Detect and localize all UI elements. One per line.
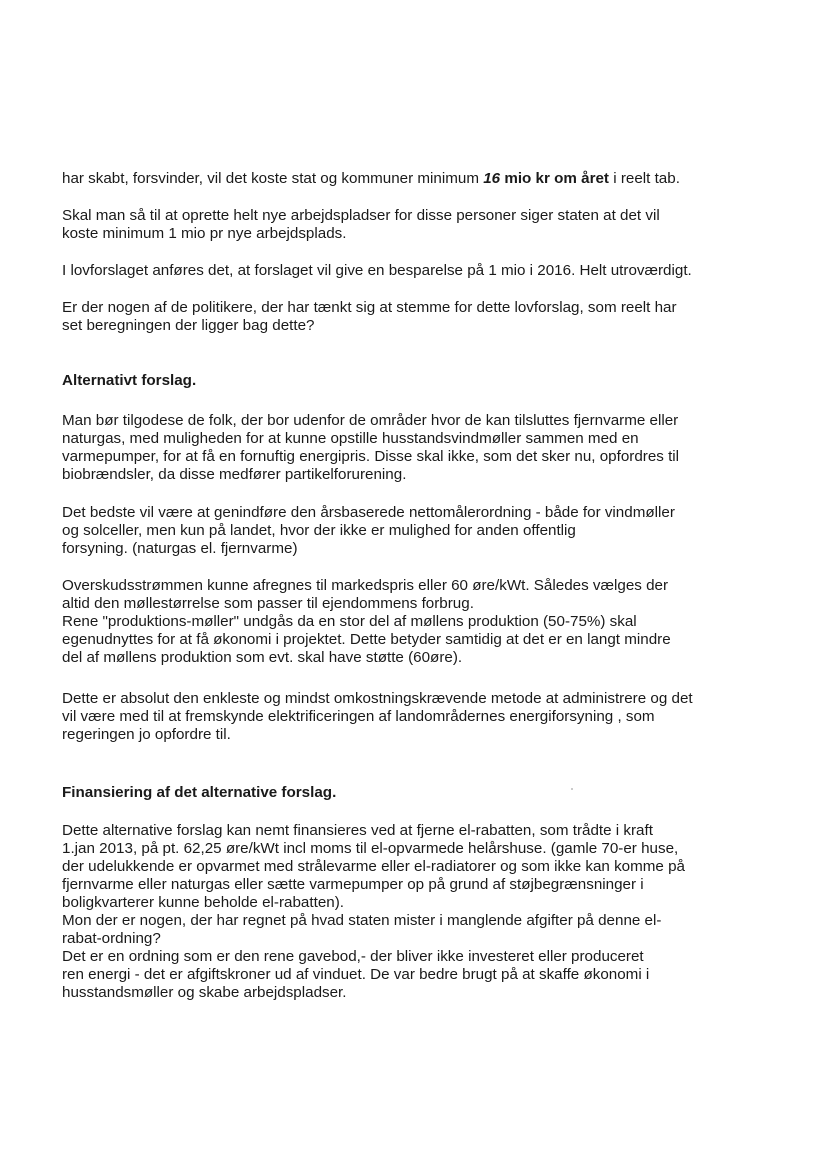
text-line: set beregningen der ligger bag dette? — [62, 317, 315, 334]
text-line: vil være med til at fremskynde elektrificeringen af landområdernes energiforsyning , som — [62, 708, 655, 725]
text-line: varmepumper, for at få en fornuftig energipris. Disse skal ikke, som det sker nu, opfordres til — [62, 448, 680, 465]
text-line: Skal man så til at oprette helt nye arbejdspladser for disse personer siger staten at det vil — [62, 207, 660, 224]
emphasis-text: mio kr om året — [500, 170, 609, 187]
text-line — [62, 170, 762, 188]
text-line: Dette er absolut den enkleste og mindst omkostningskrævende metode at administrere og det — [62, 690, 693, 707]
text-line: husstandsmøller og skabe arbejdspladser. — [62, 984, 347, 1001]
text-line: del af møllens produktion som evt. skal have støtte (60øre). — [62, 649, 463, 666]
paragraph-rural-windmills — [62, 412, 762, 484]
text-line: egenudnyttes for at få økonomi i projektet. Dette betyder samtidig at det er en langt mindre — [62, 631, 671, 648]
text-line: Er der nogen af de politikere, der har tænkt sig at stemme for dette lovforslag, som reelt har — [62, 299, 677, 316]
text-line: forsyning. (naturgas el. fjernvarme) — [62, 540, 298, 557]
text-line: Mon der er nogen, der har regnet på hvad staten mister i manglende afgifter på denne el- — [62, 912, 662, 929]
section-heading-alternative: Alternativt forslag. — [62, 372, 197, 389]
paragraph-financing-details — [62, 822, 762, 1002]
text-line: Rene "produktions-møller" undgås da en stor del af møllens produktion (50-75%) skal — [62, 613, 637, 630]
emphasis-amount — [483, 170, 609, 187]
emphasis-number: 16 — [483, 170, 501, 187]
text-run: har skabt, forsvinder, vil det koste stat og kommuner minimum — [62, 170, 484, 187]
paragraph-surplus-power — [62, 577, 762, 667]
text-line: naturgas, med muligheden for at kunne opstille husstandsvindmøller sammen med en — [62, 430, 639, 447]
section-heading-financing: Finansiering af det alternative forslag. — [62, 784, 337, 801]
text-line: og solceller, men kun på landet, hvor der ikke er mulighed for anden offentlig — [62, 522, 576, 539]
text-line: koste minimum 1 mio pr nye arbejdsplads. — [62, 225, 347, 242]
paragraph-net-metering — [62, 504, 762, 558]
paragraph-politicians-question — [62, 299, 762, 335]
text-line: regeringen jo opfordre til. — [62, 726, 231, 743]
text-line: fjernvarme eller naturgas eller sætte varmepumper op på grund af støjbegrænsninger i — [62, 876, 644, 893]
paragraph-simplest-method — [62, 690, 762, 744]
text-line: Man bør tilgodese de folk, der bor udenfor de områder hvor de kan tilsluttes fjernvarme eller — [62, 412, 679, 429]
text-run: i reelt tab. — [609, 170, 680, 187]
paragraph-savings-claim — [62, 262, 762, 280]
text-line: I lovforslaget anføres det, at forslaget vil give en besparelse på 1 mio i 2016. Helt utroværdigt. — [62, 262, 692, 279]
text-line: ren energi - det er afgiftskroner ud af vinduet. De var bedre brugt på at skaffe økonomi i — [62, 966, 650, 983]
paragraph-cost-loss — [62, 170, 762, 188]
scan-speck — [571, 788, 573, 790]
paragraph-new-jobs — [62, 207, 762, 243]
text-line: rabat-ordning? — [62, 930, 161, 947]
text-line: 1.jan 2013, på pt. 62,25 øre/kWt incl moms til el-opvarmede helårshuse. (gamle 70-er huse, — [62, 840, 679, 857]
text-line: Overskudsstrømmen kunne afregnes til markedspris eller 60 øre/kWt. Således vælges der — [62, 577, 669, 594]
text-line: Det er en ordning som er den rene gavebod,- der bliver ikke investeret eller produceret — [62, 948, 644, 965]
text-line: Dette alternative forslag kan nemt finansieres ved at fjerne el-rabatten, som trådte i kraft — [62, 822, 653, 839]
text-line: boligkvarterer kunne beholde el-rabatten). — [62, 894, 344, 911]
text-line: biobrændsler, da disse medfører partikelforurening. — [62, 466, 407, 483]
text-line: der udelukkende er opvarmet med strålevarme eller el-radiatorer og som ikke kan komme på — [62, 858, 685, 875]
text-line: Det bedste vil være at genindføre den årsbaserede nettomålerordning - både for vindmøller — [62, 504, 675, 521]
text-line: altid den møllestørrelse som passer til ejendommens forbrug. — [62, 595, 474, 612]
